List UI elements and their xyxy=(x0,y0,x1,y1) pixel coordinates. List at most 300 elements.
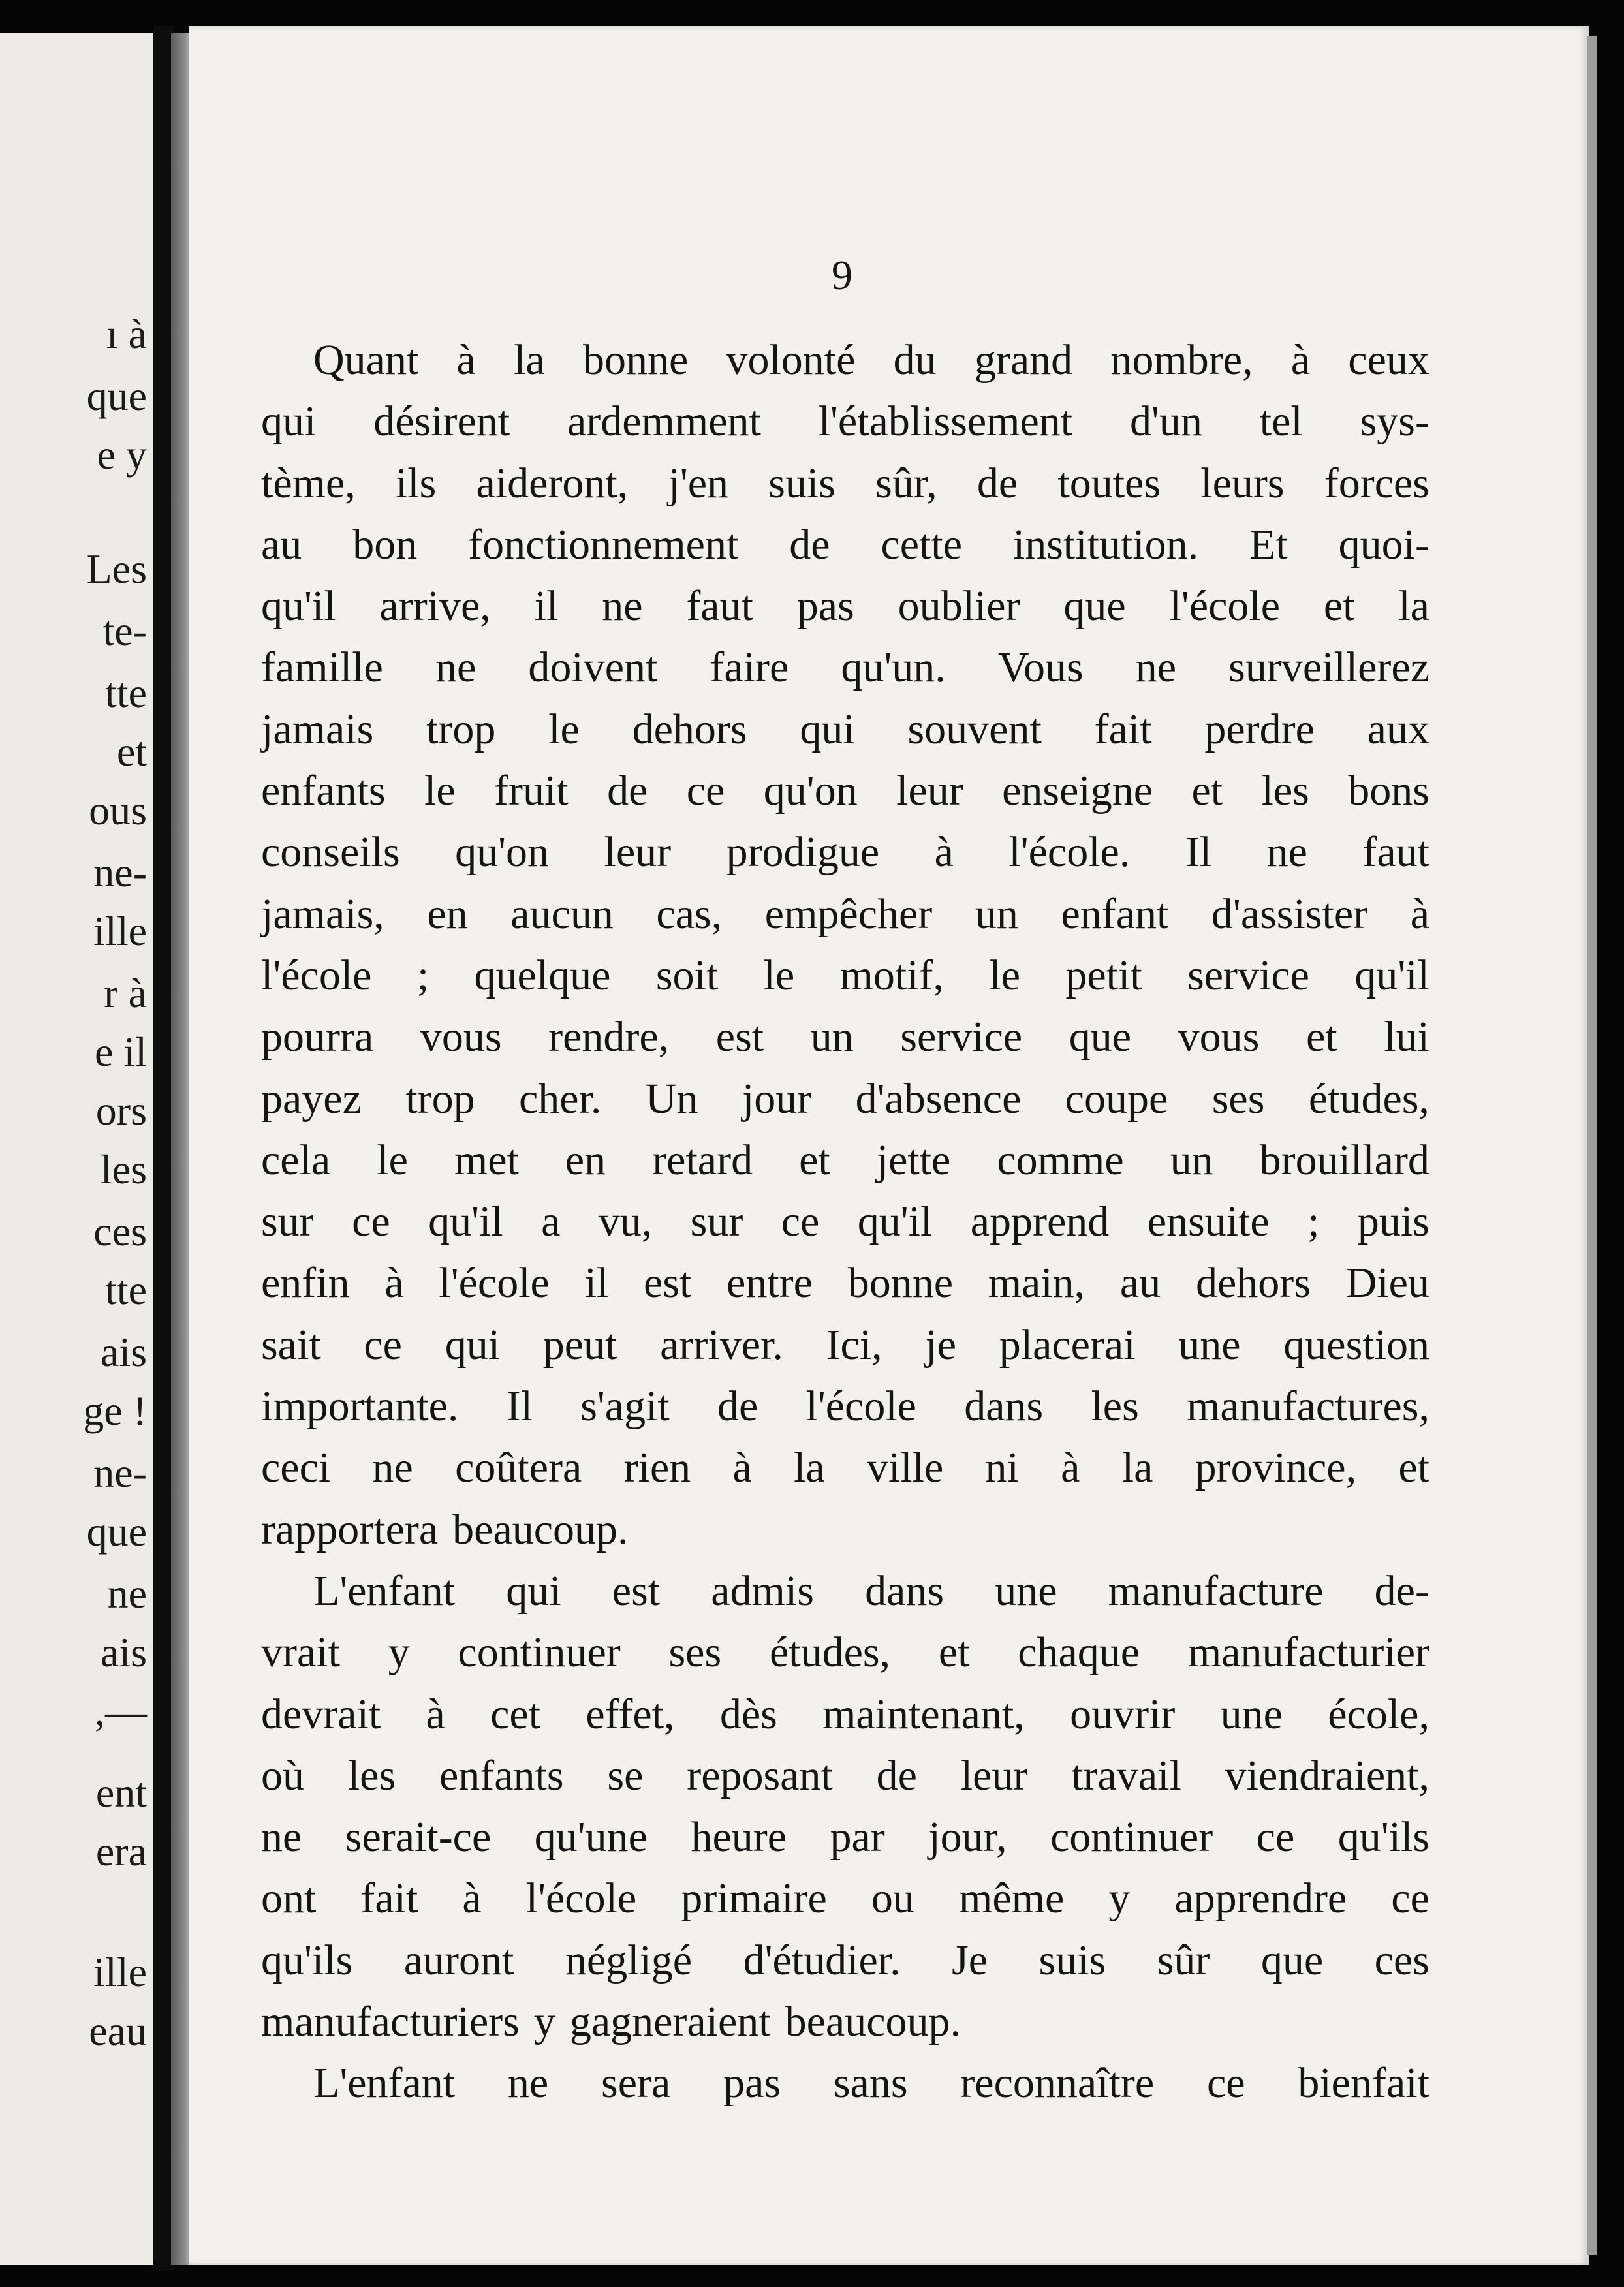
word: dans xyxy=(964,1382,1044,1431)
word: aux xyxy=(1367,705,1429,753)
word: pas xyxy=(796,582,854,630)
word: coûtera xyxy=(455,1444,582,1492)
left-page-fragment: Les xyxy=(86,546,147,592)
word: le xyxy=(989,951,1021,999)
word: sait xyxy=(261,1320,321,1369)
word: ville xyxy=(866,1444,944,1492)
word: fruit xyxy=(494,767,569,815)
word: ; xyxy=(416,951,429,999)
word: bienfait xyxy=(1298,2059,1429,2108)
word: retard xyxy=(652,1136,753,1184)
text-line xyxy=(261,1068,1429,1130)
word: beaucoup. xyxy=(785,1998,961,2046)
text-line xyxy=(261,1991,1429,2053)
word: d'un xyxy=(1130,397,1202,446)
word: pourra xyxy=(261,1013,374,1061)
word: main, xyxy=(988,1259,1085,1307)
left-page-fragment: ces xyxy=(93,1208,147,1254)
word: surveillerez xyxy=(1228,644,1429,692)
word: sans xyxy=(833,2059,908,2108)
word: ceux xyxy=(1348,336,1429,384)
word: entre xyxy=(726,1259,813,1307)
left-page-fragment: ille xyxy=(93,1949,147,1995)
word: qui xyxy=(800,705,855,753)
word: la xyxy=(514,336,545,384)
text-line xyxy=(261,1930,1429,1991)
word: Un xyxy=(645,1074,698,1123)
word: à xyxy=(462,1875,482,1923)
word: ceci xyxy=(261,1444,331,1492)
text-line xyxy=(261,453,1429,514)
word: en xyxy=(565,1136,606,1184)
word: j'en xyxy=(668,459,729,507)
text-line xyxy=(261,822,1429,883)
word: effet, xyxy=(586,1690,675,1738)
word: désirent xyxy=(373,397,510,446)
word: qu'il xyxy=(261,582,336,630)
text-line xyxy=(261,1807,1429,1868)
word: de- xyxy=(1374,1566,1429,1615)
word: et xyxy=(1323,582,1355,630)
left-page-fragment: que xyxy=(86,1508,147,1555)
word: doivent xyxy=(528,644,658,692)
word: jour, xyxy=(928,1813,1007,1861)
word: ne xyxy=(435,644,476,692)
word: école, xyxy=(1328,1690,1429,1738)
word: serait-ce xyxy=(345,1813,492,1861)
word: ses xyxy=(1211,1074,1265,1123)
word: les xyxy=(347,1751,396,1799)
word: faire xyxy=(710,644,789,692)
word: la xyxy=(1398,582,1429,630)
word: Il xyxy=(506,1382,533,1431)
word: ils xyxy=(395,459,437,507)
word: fait xyxy=(360,1875,418,1923)
word: ou xyxy=(871,1875,914,1923)
word: vu, xyxy=(598,1198,653,1246)
left-page-fragment: que xyxy=(86,373,147,419)
word: même xyxy=(958,1875,1065,1923)
left-page-fragment: ais xyxy=(100,1329,147,1375)
word: jamais xyxy=(261,705,374,753)
word: oublier xyxy=(898,582,1020,630)
word: qu'il xyxy=(428,1198,503,1246)
word: ; xyxy=(1307,1198,1320,1246)
word: bons xyxy=(1348,767,1429,815)
word: Il xyxy=(1185,828,1212,877)
word: service xyxy=(1187,951,1309,999)
word: à xyxy=(732,1444,752,1492)
word: sûr xyxy=(1157,1936,1210,1984)
word: d'absence xyxy=(855,1074,1022,1123)
word: quelque xyxy=(474,951,611,999)
text-line xyxy=(261,1684,1429,1745)
word: Dieu xyxy=(1345,1259,1429,1307)
left-page-fragment: ors xyxy=(95,1087,147,1134)
word: ne xyxy=(1135,644,1177,692)
left-page-fragment: tte xyxy=(105,670,147,716)
word: l'école xyxy=(439,1259,550,1307)
word: comme xyxy=(997,1136,1124,1184)
word: de xyxy=(789,520,830,568)
previous-page-edge xyxy=(0,33,153,2265)
left-page-fragment: ,— xyxy=(95,1688,147,1734)
word: à xyxy=(934,828,954,877)
word: qu'un. xyxy=(841,644,946,692)
word: à xyxy=(456,336,476,384)
word: reconnaître xyxy=(960,2059,1155,2108)
word: ne xyxy=(1266,828,1307,877)
text-line xyxy=(261,576,1429,637)
word: a xyxy=(541,1198,561,1246)
left-page-fragment: ge ! xyxy=(83,1388,147,1434)
word: au xyxy=(261,520,302,568)
text-line xyxy=(261,1130,1429,1191)
word: faut xyxy=(1362,828,1429,877)
word: de xyxy=(717,1382,758,1431)
left-page-fragment: ne- xyxy=(93,1450,147,1496)
word: les xyxy=(1261,767,1309,815)
word: petit xyxy=(1065,951,1142,999)
page-stack-edge xyxy=(1587,36,1597,2255)
word: qui xyxy=(506,1566,561,1615)
word: forces xyxy=(1324,459,1429,507)
word: l'école xyxy=(525,1875,637,1923)
word: prodigue xyxy=(726,828,880,877)
left-page-fragment: te- xyxy=(102,608,147,654)
word: famille xyxy=(261,644,383,692)
left-page-fragment: e y xyxy=(97,431,147,478)
word: L'enfant xyxy=(313,2059,456,2108)
word: suis xyxy=(1038,1936,1106,1984)
word: ni xyxy=(985,1444,1019,1492)
left-page-fragment: r à xyxy=(104,970,147,1016)
text-line xyxy=(261,1868,1429,1929)
word: gagneraient xyxy=(569,1998,771,2046)
word: le xyxy=(763,951,795,999)
word: que xyxy=(1069,1013,1132,1061)
word: arrive, xyxy=(379,582,491,630)
left-page-fragment: ais xyxy=(100,1629,147,1675)
left-page-fragment: tte xyxy=(105,1267,147,1313)
word: le xyxy=(424,767,456,815)
word: ses xyxy=(668,1628,722,1677)
word: ont xyxy=(261,1875,317,1923)
word: qui xyxy=(445,1320,501,1369)
word: d'étudier. xyxy=(743,1936,901,1984)
word: chaque xyxy=(1018,1628,1140,1677)
word: travail xyxy=(1071,1751,1181,1799)
word: met xyxy=(454,1136,519,1184)
word: s'agit xyxy=(580,1382,670,1431)
word: continuer xyxy=(1050,1813,1213,1861)
word: arriver. xyxy=(660,1320,783,1369)
left-page-fragment: les xyxy=(100,1146,147,1192)
word: bonne xyxy=(582,336,689,384)
left-page-fragment: ous xyxy=(89,787,147,833)
text-line xyxy=(261,1191,1429,1252)
word: brouillard xyxy=(1259,1136,1429,1184)
text-line xyxy=(261,945,1429,1006)
text-line xyxy=(261,330,1429,391)
word: continuer xyxy=(458,1628,621,1677)
word: ce xyxy=(1391,1875,1429,1923)
word: dès xyxy=(719,1690,777,1738)
left-page-fragment: ent xyxy=(95,1769,147,1816)
word: ce xyxy=(364,1320,402,1369)
word: dehors xyxy=(632,705,747,753)
word: institution. xyxy=(1012,520,1199,568)
word: souvent xyxy=(907,705,1042,753)
word: qu'on xyxy=(455,828,550,877)
word: puis xyxy=(1357,1198,1429,1246)
word: enfant xyxy=(1061,890,1169,938)
word: le xyxy=(548,705,580,753)
word: ensuite xyxy=(1147,1198,1270,1246)
word: jour xyxy=(742,1074,812,1123)
word: l'établissement xyxy=(818,397,1073,446)
word: bon xyxy=(352,520,418,568)
word: province, xyxy=(1195,1444,1357,1492)
word: ces xyxy=(1374,1936,1429,1984)
word: toutes xyxy=(1057,459,1161,507)
word: placerai xyxy=(999,1320,1136,1369)
word: viendraient, xyxy=(1225,1751,1429,1799)
word: je xyxy=(925,1320,957,1369)
word: ouvrir xyxy=(1070,1690,1176,1738)
text-line xyxy=(261,391,1429,452)
word: manufacturier xyxy=(1187,1628,1429,1677)
word: heure xyxy=(691,1813,787,1861)
word: lui xyxy=(1384,1013,1429,1061)
word: tel xyxy=(1259,397,1303,446)
word: et xyxy=(938,1628,970,1677)
word: une xyxy=(1220,1690,1283,1738)
word: qu'ils xyxy=(261,1936,353,1984)
word: sur xyxy=(690,1198,743,1246)
word: cher. xyxy=(519,1074,602,1123)
word: que xyxy=(1063,582,1126,630)
word: par xyxy=(830,1813,885,1861)
word: soit xyxy=(655,951,719,999)
word: cela xyxy=(261,1136,331,1184)
word: d'assister xyxy=(1211,890,1368,938)
text-line xyxy=(261,1499,1429,1561)
word: L'enfant xyxy=(313,1566,456,1615)
text-line xyxy=(261,699,1429,760)
word: aideront, xyxy=(476,459,629,507)
word: auront xyxy=(403,1936,514,1984)
text-line xyxy=(261,1252,1429,1314)
word: ce xyxy=(352,1198,390,1246)
word: fait xyxy=(1094,705,1152,753)
word: que xyxy=(1260,1936,1324,1984)
text-line xyxy=(261,760,1429,822)
word: question xyxy=(1283,1320,1429,1369)
word: Je xyxy=(952,1936,988,1984)
word: jette xyxy=(876,1136,951,1184)
word: l'école xyxy=(805,1382,916,1431)
word: ce xyxy=(1206,2059,1245,2108)
word: conseils xyxy=(261,828,400,877)
word: où xyxy=(261,1751,304,1799)
word: ne xyxy=(261,1813,302,1861)
word: primaire xyxy=(681,1875,827,1923)
word: sera xyxy=(601,2059,671,2108)
word: enfin xyxy=(261,1259,350,1307)
word: du xyxy=(893,336,937,384)
word: Et xyxy=(1249,520,1288,568)
word: cette xyxy=(881,520,962,568)
word: coupe xyxy=(1065,1074,1168,1123)
word: cet xyxy=(490,1690,541,1738)
word: bonne xyxy=(847,1259,953,1307)
word: enseigne xyxy=(1002,767,1153,815)
word: vrait xyxy=(261,1628,340,1677)
word: ce xyxy=(686,767,725,815)
word: sur xyxy=(261,1198,314,1246)
word: qu'il xyxy=(1354,951,1429,999)
text-line xyxy=(261,1745,1429,1807)
word: à xyxy=(426,1690,445,1738)
word: se xyxy=(607,1751,644,1799)
word: dans xyxy=(865,1566,945,1615)
word: manufacture xyxy=(1108,1566,1324,1615)
word: est xyxy=(715,1013,764,1061)
word: manufactures, xyxy=(1187,1382,1429,1431)
left-page-fragment: ı à xyxy=(106,311,147,357)
word: vous xyxy=(420,1013,502,1061)
word: sûr, xyxy=(875,459,937,507)
word: leur xyxy=(896,767,963,815)
word: de xyxy=(607,767,648,815)
word: suis xyxy=(768,459,835,507)
left-page-fragment: era xyxy=(95,1828,147,1875)
word: en xyxy=(427,890,468,938)
word: maintenant, xyxy=(822,1690,1025,1738)
word: qu'une xyxy=(534,1813,648,1861)
word: à xyxy=(1290,336,1311,384)
text-line xyxy=(261,1006,1429,1068)
word: grand xyxy=(974,336,1073,384)
word: l'école xyxy=(1169,582,1280,630)
word: service xyxy=(900,1013,1023,1061)
word: un xyxy=(975,890,1018,938)
word: études, xyxy=(769,1628,891,1677)
word: tème, xyxy=(261,459,356,507)
word: est xyxy=(643,1259,692,1307)
word: beaucoup. xyxy=(452,1505,629,1553)
page-number: 9 xyxy=(832,252,852,298)
left-page-fragment: eau xyxy=(89,2008,147,2054)
word: il xyxy=(534,582,559,630)
word: il xyxy=(584,1259,609,1307)
word: apprend xyxy=(970,1198,1110,1246)
word: au xyxy=(1119,1259,1161,1307)
word: fonctionnement xyxy=(468,520,739,568)
text-line xyxy=(261,884,1429,945)
word: un xyxy=(1170,1136,1213,1184)
word: et xyxy=(799,1136,830,1184)
word: apprendre xyxy=(1174,1875,1347,1923)
word: et xyxy=(1398,1444,1429,1492)
word: leurs xyxy=(1200,459,1285,507)
word: leur xyxy=(960,1751,1028,1799)
word: devrait xyxy=(261,1690,381,1738)
word: est xyxy=(612,1566,661,1615)
word: qui xyxy=(261,397,317,446)
text-line xyxy=(261,1376,1429,1437)
left-page-fragment: ille xyxy=(93,908,147,954)
word: enfants xyxy=(261,767,386,815)
word: pas xyxy=(723,2059,781,2108)
word: y xyxy=(1108,1875,1131,1923)
word: la xyxy=(1121,1444,1153,1492)
word: faut xyxy=(686,582,753,630)
word: enfants xyxy=(439,1751,564,1799)
word: les xyxy=(1091,1382,1139,1431)
word: Ici, xyxy=(826,1320,882,1369)
text-line xyxy=(261,514,1429,576)
left-page-fragment: et xyxy=(116,728,147,775)
word: une xyxy=(1178,1320,1241,1369)
text-line xyxy=(261,1315,1429,1376)
text-line xyxy=(261,1437,1429,1499)
word: y xyxy=(388,1628,410,1677)
word: la xyxy=(794,1444,825,1492)
word: à xyxy=(1061,1444,1080,1492)
word: peut xyxy=(542,1320,617,1369)
word: ardemment xyxy=(567,397,761,446)
word: négligé xyxy=(565,1936,693,1984)
word: nombre, xyxy=(1110,336,1253,384)
word: admis xyxy=(711,1566,814,1615)
word: de xyxy=(976,459,1018,507)
word: à xyxy=(1410,890,1429,938)
word: et xyxy=(1305,1013,1337,1061)
word: y xyxy=(533,1998,555,2046)
text-line xyxy=(261,2053,1429,2114)
word: ce xyxy=(781,1198,820,1246)
word: dehors xyxy=(1195,1259,1311,1307)
word: ne xyxy=(507,2059,549,2108)
word: payez xyxy=(261,1074,362,1123)
word: volonté xyxy=(726,336,856,384)
word: trop xyxy=(426,705,496,753)
word: un xyxy=(810,1013,854,1061)
word: cas, xyxy=(656,890,723,938)
word: motif, xyxy=(839,951,945,999)
text-line xyxy=(261,637,1429,698)
word: ne xyxy=(372,1444,413,1492)
word: Quant xyxy=(313,336,419,384)
word: à xyxy=(384,1259,404,1307)
word: perdre xyxy=(1204,705,1315,753)
word: empêcher xyxy=(764,890,933,938)
word: qu'il xyxy=(857,1198,933,1246)
word: et xyxy=(1191,767,1223,815)
word: ce xyxy=(1256,1813,1295,1861)
word: aucun xyxy=(510,890,614,938)
word: le xyxy=(377,1136,408,1184)
word: reposant xyxy=(687,1751,833,1799)
word: rien xyxy=(623,1444,691,1492)
word: l'école xyxy=(261,951,372,999)
left-page-fragment: ne- xyxy=(93,849,147,895)
word: de xyxy=(876,1751,917,1799)
word: sys- xyxy=(1360,397,1429,446)
text-line xyxy=(261,1561,1429,1622)
